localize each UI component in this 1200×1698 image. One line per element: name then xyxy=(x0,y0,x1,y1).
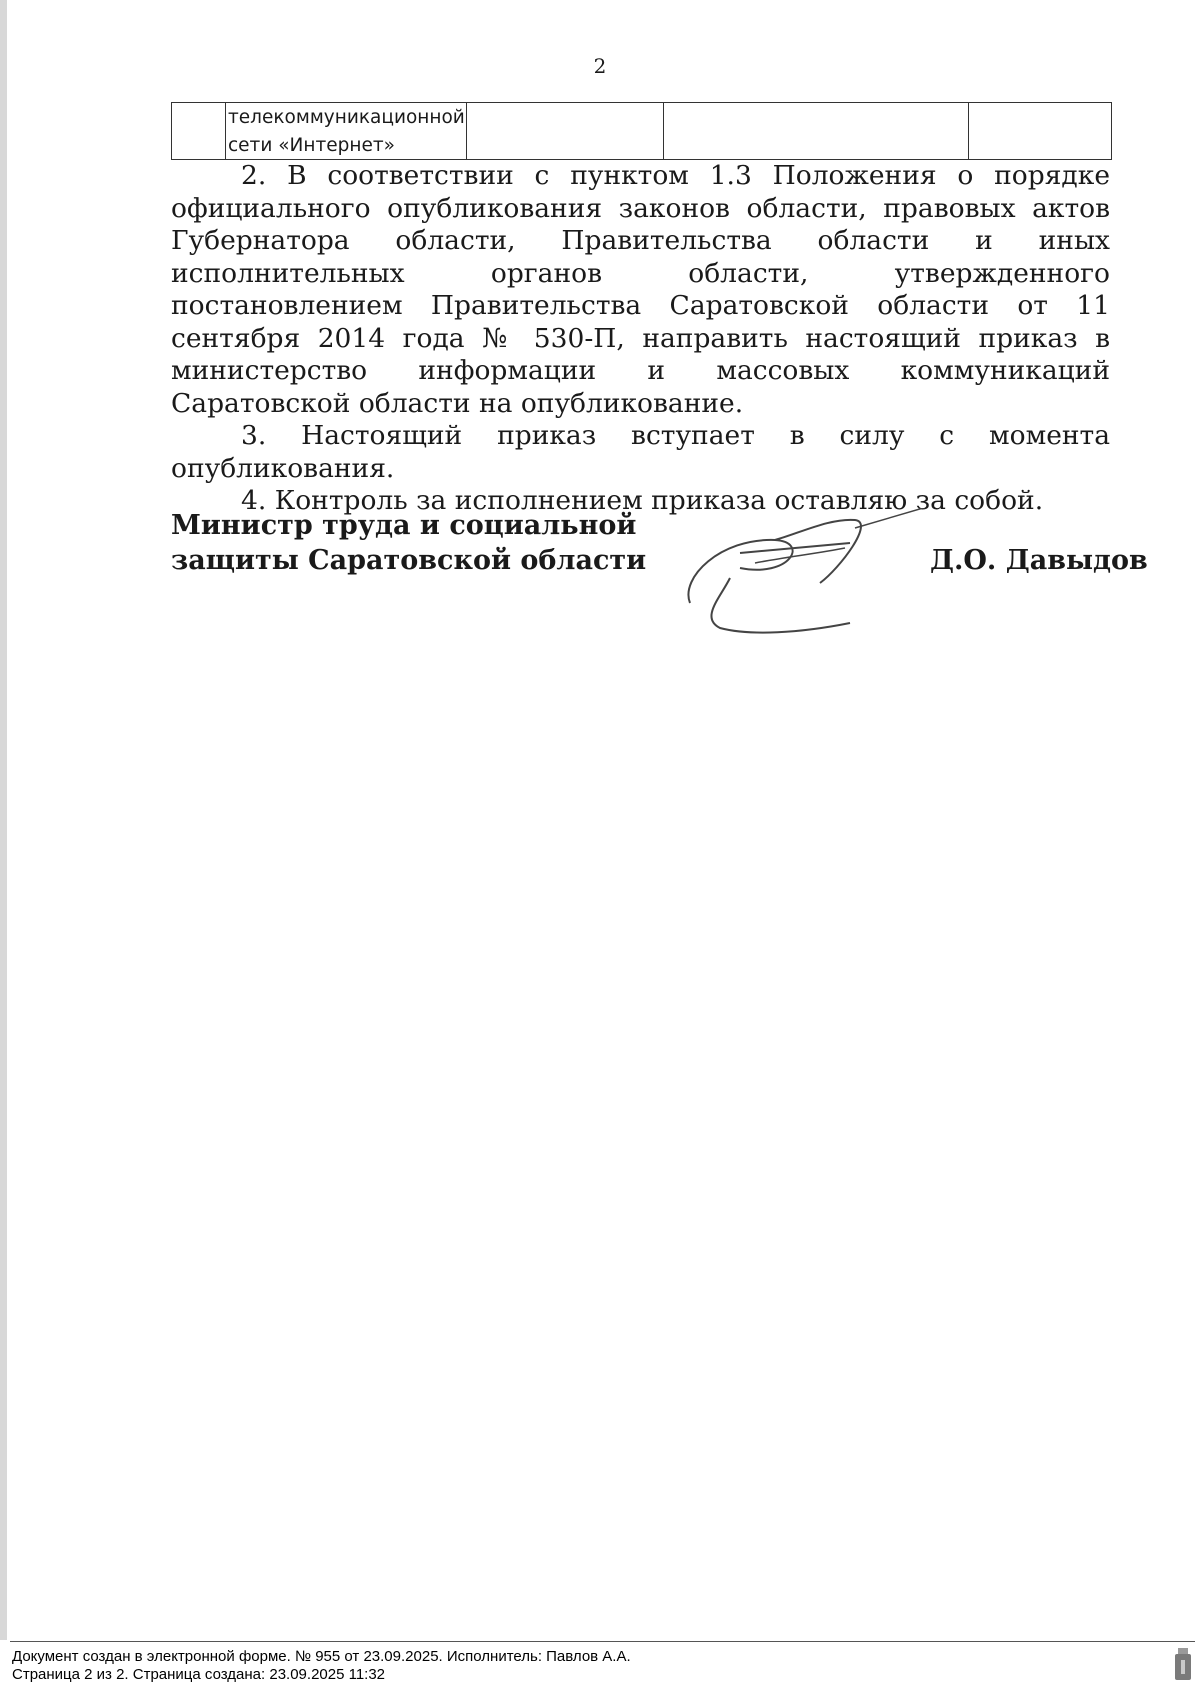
table-cell xyxy=(226,103,467,160)
document-body xyxy=(171,160,1110,518)
footer-line: Страница 2 из 2. Страница создана: 23.09.2025 11:32 xyxy=(12,1666,386,1683)
table-cell xyxy=(172,103,226,160)
footer-divider xyxy=(10,1641,1195,1642)
paragraph-2: 2. В соответствии с пунктом 1.3 Положения о порядке официального опубликования законов области, правовых актов Губернатора области, Правительства области и иных исполнительных органов области, утвержденного постановлением Правительства Саратовской области от 11 сентября 2014 года № 530-П, направить настоящий приказ в министерство информации и массовых коммуникаций Саратовской области на опубликование. xyxy=(171,160,1110,419)
handwritten-signature xyxy=(680,508,940,648)
table-cell xyxy=(467,103,664,160)
signer-title-line: защиты Саратовской области xyxy=(171,545,647,576)
cell-text-line: сети «Интернет» xyxy=(228,135,395,156)
table-cell xyxy=(969,103,1112,160)
signer-title xyxy=(171,508,646,578)
page-number: 2 xyxy=(593,54,607,78)
document-footer xyxy=(12,1648,631,1684)
signer-title-line: Министр труда и социальной xyxy=(171,510,637,541)
cell-text-line: телекоммуникационной xyxy=(228,107,465,128)
paragraph-4: 4. Контроль за исполнением приказа оставляю за собой. xyxy=(241,485,1044,516)
scan-edge xyxy=(0,0,7,1640)
footer-line: Документ создан в электронной форме. № 955 от 23.09.2025. Исполнитель: Павлов А.А. xyxy=(12,1648,631,1665)
signer-name: Д.О. Давыдов xyxy=(930,545,1148,576)
table-cell xyxy=(664,103,969,160)
table-row xyxy=(172,103,1112,160)
paragraph-3: 3. Настоящий приказ вступает в силу с момента опубликования. xyxy=(171,420,1110,484)
coat-of-arms-icon xyxy=(1173,1646,1193,1684)
continuation-table xyxy=(171,102,1112,160)
